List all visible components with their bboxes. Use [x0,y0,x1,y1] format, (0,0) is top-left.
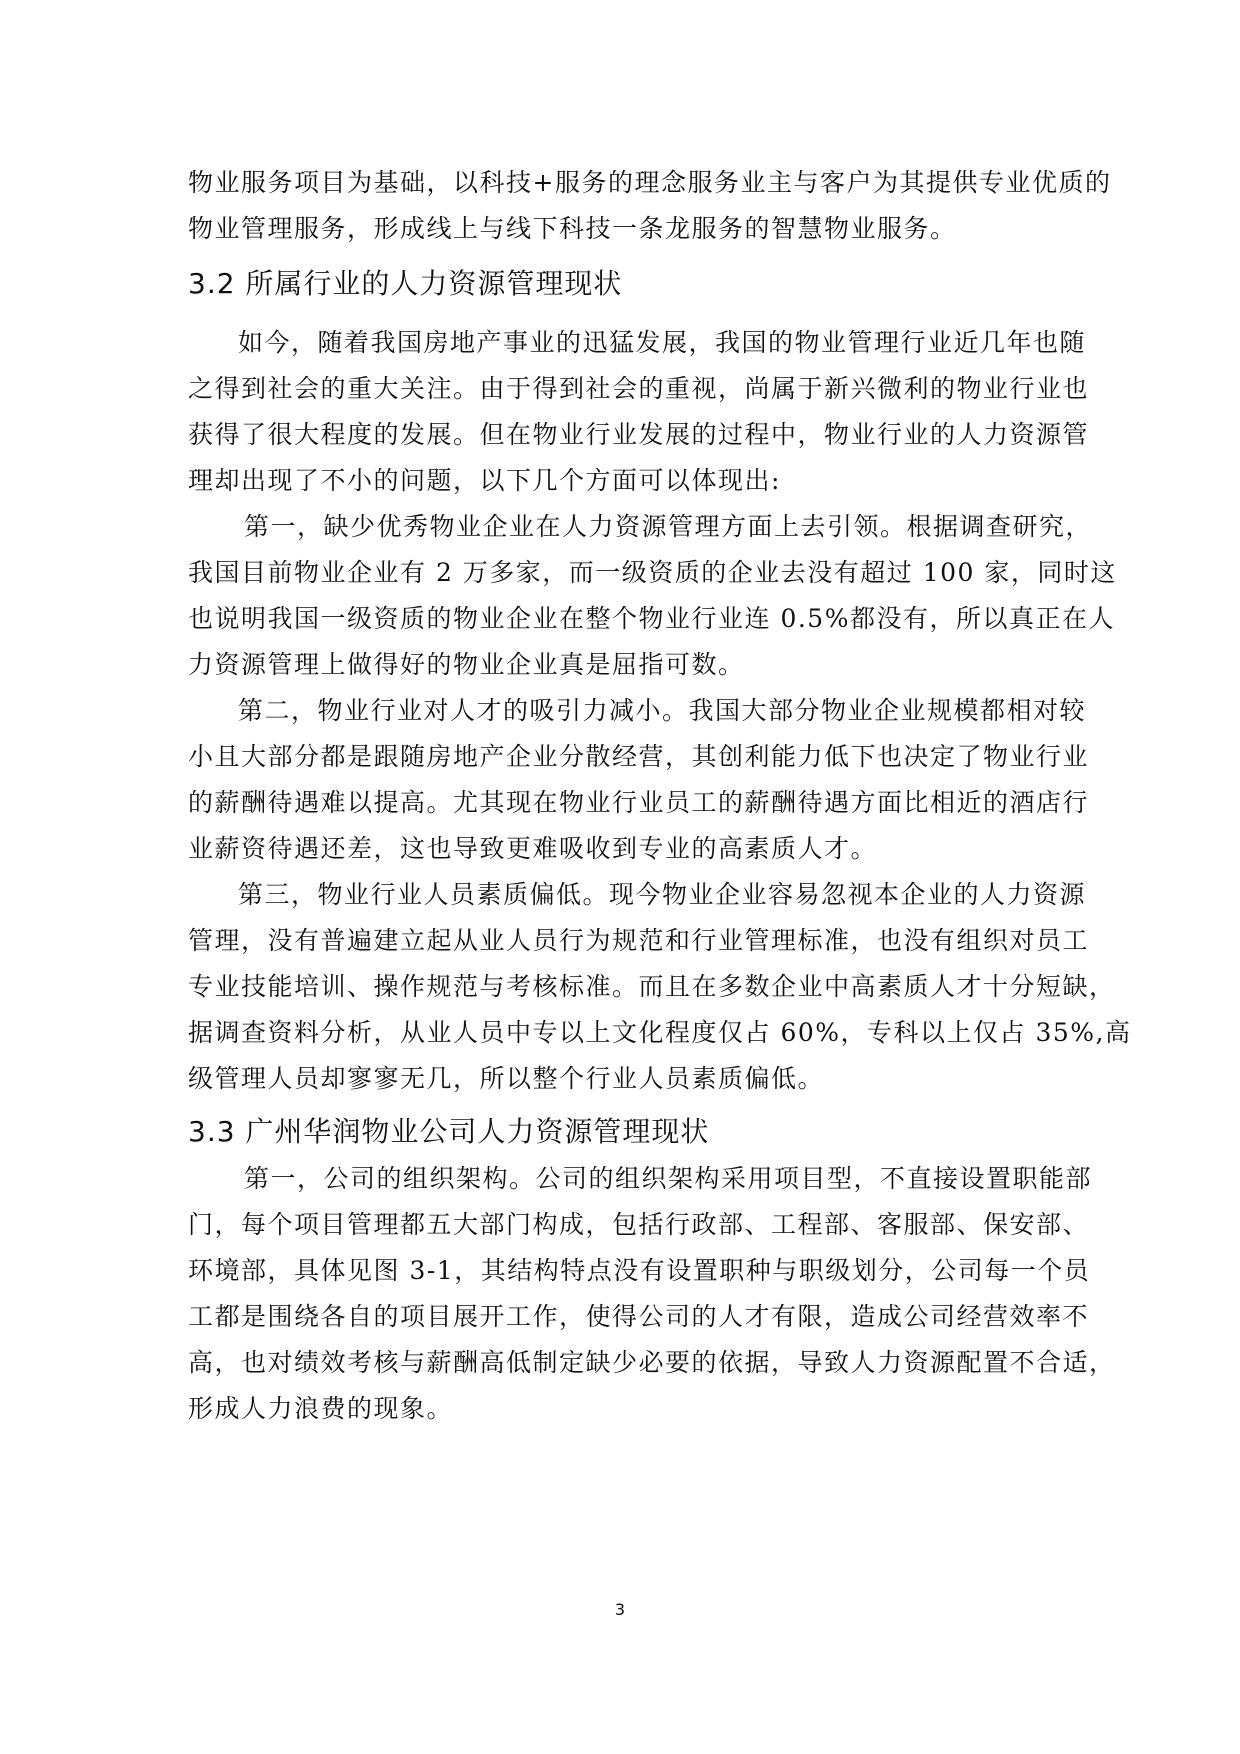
text-line: 小且大部分都是跟随房地产企业分散经营，其创利能力低下也决定了物业行业 [188,742,1090,771]
text-line: 如今，随着我国房地产事业的迅猛发展，我国的物业管理行业近几年也随 [238,328,1087,357]
section-heading-3-2: 3.2 所属行业的人力资源管理现状 [188,267,623,300]
paragraph [188,504,1117,688]
text-line: 力资源管理上做得好的物业企业真是屈指可数。 [188,650,745,679]
intro-paragraph [188,160,1112,252]
paragraph [188,1156,1116,1432]
paragraph [188,320,1090,504]
text-line: 高，也对绩效考核与薪酬高低制定缺少必要的依据，导致人力资源配置不合适， [188,1348,1116,1377]
paragraph [188,872,1132,1102]
text-line: 形成人力浪费的现象。 [188,1394,454,1423]
text-line: 业薪资待遇还差，这也导致更难吸收到专业的高素质人才。 [188,834,878,863]
text-line: 获得了很大程度的发展。但在物业行业发展的过程中，物业行业的人力资源管 [188,420,1090,449]
text-line: 之得到社会的重大关注。由于得到社会的重视，尚属于新兴微利的物业行业也 [188,374,1090,403]
section-heading-3-3: 3.3 广州华润物业公司人力资源管理现状 [188,1115,710,1148]
page-body [188,160,1132,1432]
text-line: 工都是围绕各自的项目展开工作，使得公司的人才有限，造成公司经营效率不 [188,1302,1090,1331]
paragraph [188,688,1090,872]
text-line: 级管理人员却寥寥无几，所以整个行业人员素质偏低。 [188,1064,825,1093]
text-line: 管理，没有普遍建立起从业人员行为规范和行业管理标准，也没有组织对员工 [188,926,1090,955]
text-line: 第一，公司的组织架构。公司的组织架构采用项目型，不直接设置职能部 [244,1164,1093,1193]
text-line: 我国目前物业企业有 2 万多家，而一级资质的企业去没有超过 100 家，同时这 [188,558,1117,587]
text-line: 第一，缺少优秀物业企业在人力资源管理方面上去引领。根据调查研究， [244,512,1093,541]
text-line: 物业管理服务，形成线上与线下科技一条龙服务的智慧物业服务。 [188,214,957,243]
text-line: 门，每个项目管理都五大部门构成，包括行政部、工程部、客服部、保安部、 [188,1210,1090,1239]
text-line: 据调查资料分析，从业人员中专以上文化程度仅占 60%，专科以上仅占 35%,高 [188,1018,1132,1047]
text-line: 专业技能培训、操作规范与考核标准。而且在多数企业中高素质人才十分短缺， [188,972,1116,1001]
text-line: 环境部，具体见图 3-1，其结构特点没有设置职种与职级划分，公司每一个员 [188,1256,1091,1285]
text-line: 也说明我国一级资质的物业企业在整个物业行业连 0.5%都没有，所以真正在人 [188,604,1115,633]
text-line: 第二，物业行业对人才的吸引力减小。我国大部分物业企业规模都相对较 [238,696,1087,725]
text-line: 理却出现了不小的问题，以下几个方面可以体现出: [188,466,781,495]
page-number: 3 [614,1600,626,1619]
text-line: 的薪酬待遇难以提高。尤其现在物业行业员工的薪酬待遇方面比相近的酒店行 [188,788,1090,817]
text-line: 物业服务项目为基础，以科技+服务的理念服务业主与客户为其提供专业优质的 [188,168,1112,197]
text-line: 第三，物业行业人员素质偏低。现今物业企业容易忽视本企业的人力资源 [238,880,1087,909]
